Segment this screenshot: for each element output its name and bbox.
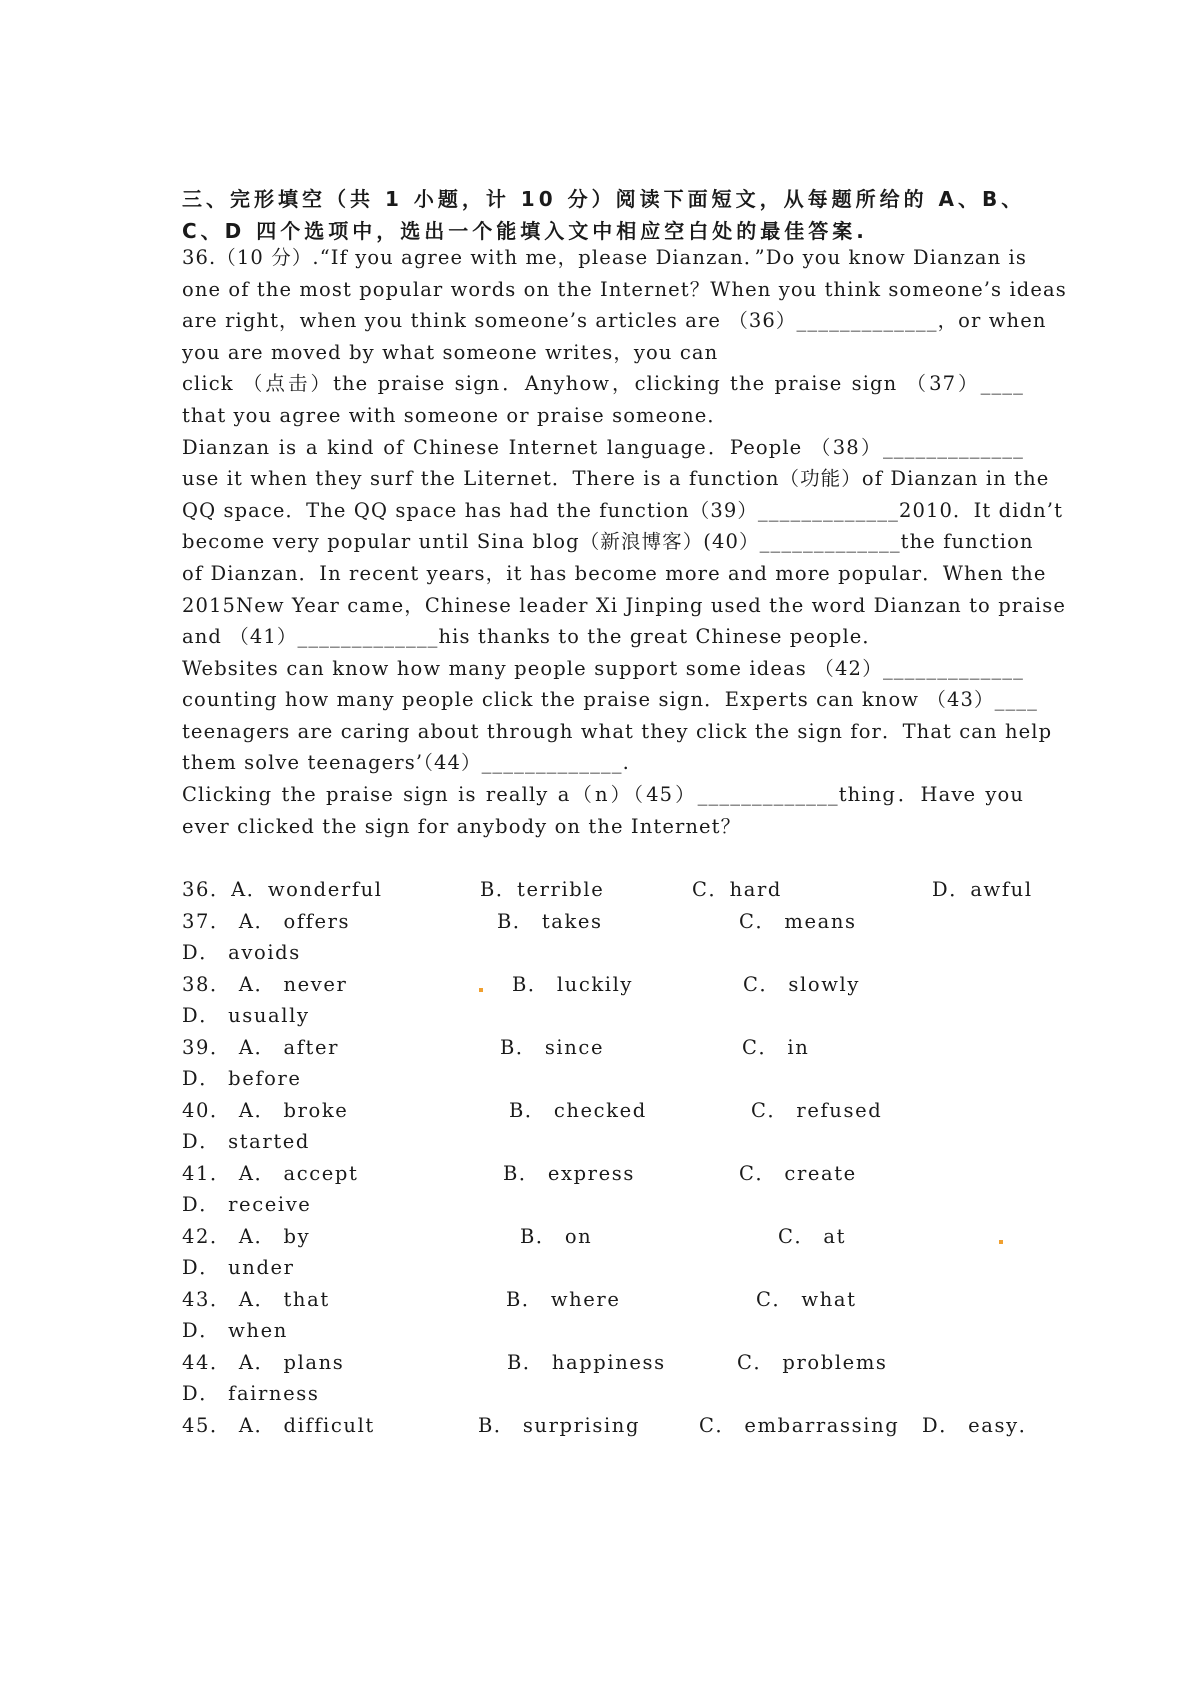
question-40-option-c: C． refused — [751, 1099, 883, 1122]
question-37-option-c: C． means — [739, 910, 857, 933]
passage-line-3: are right，when you think someone’s articles are （36）_____________，or when — [182, 309, 1047, 332]
question-44-option-b: B． happiness — [507, 1351, 666, 1374]
question-45-option-c: C． embarrassing — [699, 1414, 900, 1437]
question-36-option-c: C．hard — [692, 878, 783, 901]
question-43-option-b: B． where — [506, 1288, 621, 1311]
orange-mark — [479, 988, 483, 992]
question-44-option-d: D． fairness — [182, 1382, 320, 1405]
passage-line-13: and （41）_____________his thanks to the great Chinese people． — [182, 625, 884, 648]
passage-line-4: you are moved by what someone writes，you can — [182, 341, 719, 364]
passage-line-16: teenagers are caring about through what they click the sign for．That can help — [182, 720, 1053, 743]
question-45-option-a: 45． A． difficult — [182, 1414, 375, 1437]
section-heading-line-2: C、D 四个选项中，选出一个能填入文中相应空白处的最佳答案. — [182, 219, 868, 243]
passage-line-9: QQ space．The QQ space has had the function（39）_____________2010．It didn’t — [182, 499, 1064, 522]
question-45-option-d: D． easy． — [922, 1414, 1040, 1437]
passage-line-1: 36.（10 分）.“If you agree with me，please Dianzan．”Do you know Dianzan is — [182, 246, 1027, 269]
question-40-option-b: B． checked — [509, 1099, 647, 1122]
question-37-option-b: B． takes — [497, 910, 603, 933]
passage-line-19: ever clicked the sign for anybody on the Internet？ — [182, 815, 742, 838]
question-41-option-d: D． receive — [182, 1193, 312, 1216]
question-38-option-c: C． slowly — [743, 973, 860, 996]
question-40-option-a: 40． A． broke — [182, 1099, 349, 1122]
question-42-option-c: C． at — [778, 1225, 847, 1248]
passage-line-15: counting how many people click the praise sign．Experts can know （43）____ — [182, 688, 1038, 711]
passage-line-6: that you agree with someone or praise someone． — [182, 404, 729, 427]
passage-line-12: 2015New Year came，Chinese leader Xi Jinping used the word Dianzan to praise — [182, 594, 1067, 617]
passage-line-2: one of the most popular words on the Internet？When you think someone’s ideas — [182, 278, 1067, 301]
question-37-option-d: D． avoids — [182, 941, 301, 964]
passage-line-5: click （点击）the praise sign．Anyhow，clicking the praise sign （37）____ — [182, 372, 1024, 395]
question-41-option-c: C． create — [739, 1162, 857, 1185]
question-39-option-a: 39． A． after — [182, 1036, 340, 1059]
question-41-option-a: 41． A． accept — [182, 1162, 359, 1185]
question-44-option-a: 44． A． plans — [182, 1351, 345, 1374]
question-42-option-a: 42． A． by — [182, 1225, 311, 1248]
question-42-option-d: D． under — [182, 1256, 295, 1279]
question-45-option-b: B． surprising — [478, 1414, 641, 1437]
question-36-option-b: B．terrible — [480, 878, 605, 901]
question-38-option-a: 38． A． never — [182, 973, 348, 996]
orange-mark — [999, 1240, 1003, 1244]
section-heading-line-1: 三、完形填空（共 1 小题，计 10 分）阅读下面短文，从每题所给的 A、B、 — [182, 187, 1026, 211]
passage-line-14: Websites can know how many people support some ideas （42）_____________ — [182, 657, 1024, 680]
question-39-option-b: B． since — [500, 1036, 605, 1059]
passage-line-10: become very popular until Sina blog（新浪博客）(40）_____________the function — [182, 530, 1034, 553]
question-42-option-b: B． on — [520, 1225, 593, 1248]
passage-line-11: of Dianzan．In recent years，it has become more and more popular．When the — [182, 562, 1047, 585]
question-38-option-d: D． usually — [182, 1004, 310, 1027]
passage-line-8: use it when they surf the Liternet．There is a function（功能）of Dianzan in the — [182, 467, 1050, 490]
question-37-option-a: 37． A． offers — [182, 910, 351, 933]
question-38-option-b: B． luckily — [512, 973, 634, 996]
passage-line-17: them solve teenagers’（44）_____________. — [182, 751, 630, 774]
question-39-option-c: C． in — [742, 1036, 810, 1059]
question-43-option-d: D． when — [182, 1319, 288, 1342]
question-40-option-d: D． started — [182, 1130, 310, 1153]
question-43-option-a: 43． A． that — [182, 1288, 330, 1311]
question-36-option-a: 36．A．wonderful — [182, 878, 383, 901]
passage-line-18: Clicking the praise sign is really a（n）（45）_____________thing．Have you — [182, 783, 1024, 806]
question-41-option-b: B． express — [503, 1162, 635, 1185]
question-36-option-d: D．awful — [932, 878, 1033, 901]
question-43-option-c: C． what — [756, 1288, 857, 1311]
question-44-option-c: C． problems — [737, 1351, 888, 1374]
passage-line-7: Dianzan is a kind of Chinese Internet language．People （38）_____________ — [182, 436, 1024, 459]
question-39-option-d: D． before — [182, 1067, 302, 1090]
